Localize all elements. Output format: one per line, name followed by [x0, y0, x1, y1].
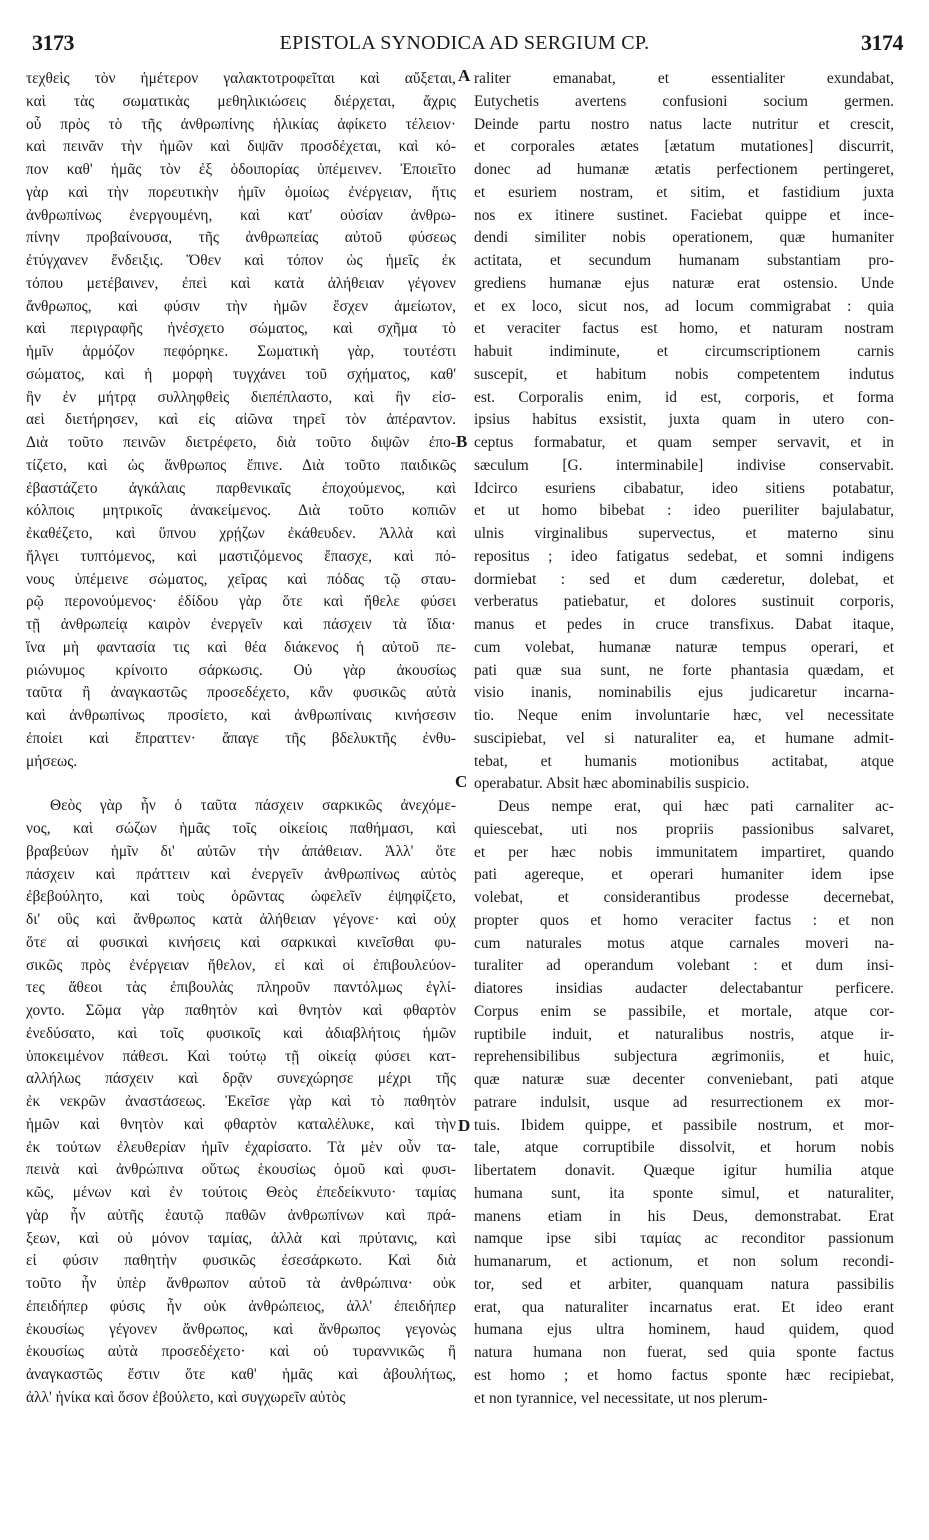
latin-text-line: natura humana non fuerat, sed quia sponte factus: [474, 1344, 894, 1361]
greek-text-line: γὰρ ἦν αὐτῆς ἑαυτῷ παθῶν ἀνθρωπίνων καὶ πρά-: [26, 1206, 456, 1224]
greek-text-line: νος, καὶ σώζων ἡμᾶς τοῖς οἰκείοις παθήμασι, καὶ: [26, 820, 456, 837]
latin-text-line: sæculum [G. interminabile] indivise conservabit.: [474, 456, 894, 474]
greek-text-line: ὑποκειμένον πάθεσι. Καὶ τούτῳ τῇ οἰκείᾳ φύσει κατ-: [26, 1047, 456, 1065]
greek-text-line: ἐτύγχανεν ἔνδειξις. Ὅθεν καὶ τόπον ὡς ἡμεῖς ἐκ: [26, 252, 456, 269]
latin-text-line: verberatus patiebatur, et dolores sustinuit corporis,: [474, 593, 894, 611]
latin-text-line: propter quos et homo veraciter factus : et non: [474, 911, 894, 929]
greek-text-line: τοῦτο ἦν ὑπὲρ ἄνθρωπον αὐτοῦ τὰ ἀνθρώπινα· οὐκ: [26, 1275, 456, 1292]
greek-text-line: ἀλλ' ἡνίκα καὶ ὅσον ἐβούλετο, καὶ συγχωρεῖν αὐτὸς: [26, 1388, 346, 1406]
greek-text-line: τόπου μετέβαινεν, ἐπεὶ καὶ κατὰ ἀλήθειαν γέγονεν: [26, 274, 456, 292]
latin-text-line: actitata, et secundum humanam substantiam pro-: [474, 252, 894, 269]
latin-text-line: et ut homo bibebat : ideo pueriliter bajulabatur,: [474, 502, 894, 520]
latin-text-line: volebat, et considerantibus prodesse decernebat,: [474, 889, 894, 906]
greek-text-line: ἄνθρωπος, καὶ φύσιν τὴν ἡμῶν ἔσχεν ἀμείωτον,: [26, 297, 456, 315]
greek-text-line: τεχθεὶς τὸν ἡμέτερον γαλακτοτροφεῖται καὶ αὔξεται,: [26, 70, 456, 87]
greek-text-line: πίνην προβαίνουσα, τῆς ἀνθρωπείας αὐτοῦ φύσεως: [26, 229, 456, 247]
greek-text-line: τίζετο, καὶ ὡς ἄνθρωπος ἔπινε. Διὰ τοῦτο παιδικῶς: [26, 456, 456, 474]
greek-text-line: ἐβαστάζετο ἀγκάλαις παρθενικαῖς ἐποχούμενος, καὶ: [26, 479, 456, 497]
latin-text-line: nos ex itinere sustinet. Faciebat quippe et ince-: [474, 206, 894, 224]
latin-text-line: ruptibile induit, et naturalibus nostris, atque ir-: [474, 1025, 894, 1043]
greek-text-line: δι' οὓς καὶ ἄνθρωπος κατὰ ἀλήθειαν γέγονε· καὶ οὐχ: [26, 911, 456, 928]
greek-text-line: βραβεύων ἡμῖν δι' αὐτῶν τὴν ἀπάθειαν. Ἀλλ' ὅτε: [26, 842, 456, 860]
greek-column: [26, 68, 456, 1410]
latin-text-line: cum naturales motus atque carnales moveri na-: [474, 934, 894, 952]
greek-text-line: ἵνα μὴ φαντασία τις καὶ θέα διάκενος ἡ αὐτοῦ πε-: [26, 638, 456, 656]
latin-text-line: pati agereque, et operari humaniter idem ipse: [474, 866, 894, 884]
latin-text-line: Deinde partu nostro natus lacte nutritur et crescit,: [474, 115, 894, 133]
latin-text-line: humanarum, et actionum, et non solum recondi-: [474, 1253, 894, 1270]
latin-text-line: dormiebat : sed et dum cæderetur, dolebat, et: [474, 570, 894, 588]
section-marker-a: A: [458, 66, 471, 85]
column-number-right: 3174: [861, 30, 903, 55]
latin-text-line: turaliter ad operandum volebant : et dum insi-: [474, 957, 894, 975]
greek-text-line: χοντο. Σῶμα γὰρ παθητὸν καὶ θνητὸν καὶ φθαρτὸν: [26, 1002, 456, 1019]
latin-text-line: visio inanis, nominabilis ejus judicaretur incarna-: [474, 684, 894, 702]
latin-text-line: libertatem donavit. Quæque igitur humilia atque: [474, 1162, 894, 1179]
latin-text-line: et ex loco, sicut nos, ad locum commigrabat : quia: [474, 297, 894, 315]
latin-text-line: quiescebat, uti nos propriis passionibus salvaret,: [474, 820, 894, 838]
greek-text-line: ταῦτα ἢ ἀναγκαστῶς προσεδέχετο, κἂν φυσικῶς αὐτὰ: [26, 684, 456, 702]
latin-text-line: et esuriem nostram, et sitim, et fastidium juxta: [474, 183, 894, 201]
latin-text-line: erat, qua naturaliter incarnatus erat. Et ideo erant: [474, 1298, 894, 1316]
column-number-left: 3173: [32, 30, 74, 55]
latin-text-line: Corpus enim se passibile, et mortale, atque cor-: [474, 1002, 894, 1020]
latin-text-line: habuit indiminute, et circumscriptionem carnis: [474, 343, 894, 360]
greek-text-line: Διὰ τοῦτο πεινῶν διετρέφετο, διὰ τοῦτο διψῶν ἐπο-: [26, 434, 456, 451]
greek-text-line: πον καθ' ἡμᾶς τὸν ἐξ ὁδοιπορίας ὑπέμεινεν. Ἐποιεῖτο: [26, 161, 456, 178]
latin-text-line: tuis. Ibidem quippe, et passibile nostrum, et mor-: [474, 1116, 894, 1134]
latin-text-line: Idcirco esuriens cibabatur, ideo sitiens potabatur,: [474, 479, 894, 497]
latin-text-line: ulnis virginalibus supervectus, et materno sinu: [474, 525, 894, 542]
greek-text-line: ἑκουσίως γέγονεν ἄνθρωπος, καὶ ἄνθρωπος γεγονὼς: [26, 1320, 456, 1338]
greek-text-line: ἡμῶν καὶ θνητὸν καὶ φθαρτὸν καταλέλυκε, καὶ τὴν: [26, 1115, 456, 1133]
greek-text-line: ἣν ἐν μήτρᾳ συλληφθεὶς διεπέπλαστο, καὶ ἣν εἰσ-: [26, 388, 456, 406]
greek-text-line: τες ἄθεοι τὰς ἐπιβουλὰς πληροῦν παντόλμως ἐγλί-: [26, 979, 456, 997]
latin-text-line: namque ipse sibi ταμίας ac reconditor passionum: [474, 1230, 894, 1248]
latin-text-line: est homo ; et homo factus sponte hæc recipiebat,: [474, 1366, 894, 1384]
greek-text-line: καὶ ἀνθρωπίνως προσίετο, καὶ ἀνθρωπίναις κινήσεσιν: [26, 707, 456, 724]
latin-text-line: et veraciter factus est homo, et naturam nostram: [474, 320, 894, 338]
latin-text-line: raliter emanabat, et essentialiter exundabat,: [474, 70, 894, 87]
latin-text-line: et non tyrannice, vel necessitate, ut nos plerum-: [474, 1389, 768, 1407]
latin-text-line: dendi similiter nobis operationem, quæ humaniter: [474, 229, 894, 247]
greek-text-line: σικῶς πρὸς ἐνέργειαν ἤθελον, εἰ καὶ οἱ ἐπιβουλεύον-: [26, 956, 456, 974]
greek-text-line: καὶ τὰς σωματικὰς μεθηλικιώσεις διέρχεται, ἄχρις: [26, 92, 456, 110]
latin-text-line: pati quæ sua sunt, ne forte phantasia quædam, et: [474, 661, 894, 679]
greek-text-line: ρῷ περονούμενος· ἐδίδου γὰρ ὅτε καὶ ἤθελε φύσει: [26, 593, 456, 611]
latin-text-line: donec ad humanæ ætatis perfectionem pertingeret,: [474, 161, 894, 178]
latin-text-line: et per hæc nobis immunitatem impartiret, quando: [474, 843, 894, 861]
greek-text-line: εἰ φύσιν παθητὴν φυσικῶς ἐσεσάρκωτο. Καὶ διὰ: [26, 1252, 456, 1270]
section-marker-c: C: [455, 772, 468, 791]
greek-text-line: ἐπειδήπερ φύσις ἦν οὐκ ἀνθρώπειος, ἀλλ' ἐπειδήπερ: [26, 1297, 456, 1315]
latin-text-line: tebat, et humanis motionibus actitabat, atque: [474, 752, 894, 770]
latin-text-line: ceptus formabatur, et quam semper servavit, et in: [474, 434, 894, 451]
greek-text-line: ἀναγκαστῶς ἔστιν ὅτε καθ' ἡμᾶς καὶ ἀβουλήτως,: [26, 1366, 456, 1383]
greek-text-line: ἐποίει καὶ ἔπραττεν· ἄπαγε τῆς βδελυκτῆς ἐνθυ-: [26, 729, 456, 747]
latin-text-line: tio. Neque enim involuntarie hæc, vel necessitate: [474, 707, 894, 724]
latin-text-line: cum volebat, humanæ naturæ tempus operari, et: [474, 638, 894, 656]
running-title: EPISTOLA SYNODICA AD SERGIUM CP.: [279, 32, 650, 54]
latin-text-line: humana ejus ultra hominem, haud quidem, quod: [474, 1321, 894, 1339]
latin-text-line: tor, sed et arbiter, quanquam natura passibilis: [474, 1275, 894, 1293]
latin-text-line: repositus ; ideo fatigatus sedebat, et somni indigens: [474, 547, 894, 565]
greek-text-line: ἀνθρωπίνως ἐνεργουμένη, καὶ κατ' οὐσίαν ἀνθρω-: [26, 206, 456, 224]
latin-text-line: tale, atque corruptibile dissolvit, et horum nobis: [474, 1139, 894, 1157]
greek-text-line: ἐβεβούλητο, καὶ τοὺς ὁρῶντας ὠφελεῖν ἐψηφίζετο,: [26, 888, 456, 906]
latin-text-line: Deus nempe erat, qui hæc pati carnaliter ac-: [498, 798, 894, 815]
latin-text-line: et corporales ætates [ætatum mutationes] discurrit,: [474, 138, 894, 156]
latin-column: [474, 68, 894, 1410]
latin-text-line: humana sunt, ita sponte simul, et naturaliter,: [474, 1184, 894, 1202]
greek-text-line: ὅτε αἱ φυσικαὶ κινήσεις καὶ σαρκικαὶ κινεῖσθαι φυ-: [26, 933, 456, 951]
latin-text-line: ipsius habitus exsistit, juxta quam in utero con-: [474, 411, 894, 429]
greek-text-line: γὰρ καὶ τὴν πορευτικὴν ἡμῖν ὁμοίως ἐνέργειαν, ἥτις: [26, 183, 456, 201]
greek-text-line: πεινὰ καὶ ἀνθρώπινα οὕτως ἑκουσίως ὁμοῦ καὶ φυσι-: [26, 1161, 456, 1179]
latin-text-line: quæ naturæ suæ decenter conveniebant, pati atque: [474, 1071, 894, 1088]
latin-text-line: manus et pedes in cruce transfixus. Dabat itaque,: [474, 616, 894, 633]
greek-text-line: ἡμῖν ἁρμόζον πεφόρηκε. Σωματικὴ γὰρ, τουτέστι: [26, 343, 456, 360]
greek-text-line: οὗ πρὸς τὸ τῆς ἀνθρωπίνης ἡλικίας ἀφίκετο τέλειον·: [26, 115, 456, 133]
latin-text-line: est. Corporalis enim, id est, corporis, et forma: [474, 388, 894, 406]
latin-text-line: suscipiebat, vel si naturaliter ea, et humane admit-: [474, 729, 894, 747]
greek-text-line: ριώνυμος κρίνοιτο σάρκωσις. Οὐ γὰρ ἀκουσίως: [26, 661, 456, 679]
latin-text-line: Eutychetis avertens confusioni socium germen.: [474, 92, 894, 110]
greek-text-line: κῶς, μένων καὶ ἐν τούτοις Θεὸς ἐπεδείκνυτο· ταμίας: [26, 1184, 456, 1201]
greek-text-line: καὶ περιγραφῆς ἠνέσχετο σώματος, καὶ σχῆμα τὸ: [26, 320, 456, 338]
greek-text-line: ξεων, καὶ οὐ μόνον ταμίας, ἀλλὰ καὶ πρύτανις, καὶ: [26, 1229, 456, 1247]
greek-text-line: νους ὑπέμεινε σώματος, χεῖρας καὶ πόδας τῷ σταυ-: [26, 570, 456, 588]
greek-text-line: ἐνεδύσατο, καὶ τοῖς φυσικοῖς καὶ ἀδιαβλήτοις ἡμῶν: [26, 1024, 456, 1042]
greek-text-line: ἐκαθέζετο, καὶ ὕπνου χρῄζων ἐκάθευδεν. Ἀλλὰ καὶ: [26, 525, 456, 542]
greek-text-line: καὶ πεινᾶν τὴν ἡμῶν καὶ διψᾶν προσδέχεται, καὶ κό-: [26, 138, 456, 156]
latin-text-line: grediens humanæ ejus naturæ erat ostensio. Unde: [474, 274, 894, 292]
latin-text-line: suscepit, et habitum nobis competentem indutus: [474, 365, 894, 383]
section-marker-b: B: [456, 432, 468, 451]
latin-text-line: reprehensibilibus subjectura ægrimoniis, et huic,: [474, 1048, 894, 1066]
greek-text-line: ἐκ τούτων ἐλευθερίαν ἡμῖν ἐχαρίσατο. Τὰ μὲν οὖν τα-: [26, 1138, 456, 1156]
latin-text-line: operabatur. Absit hæc abominabilis suspicio.: [474, 775, 750, 793]
greek-text-line: πάσχειν καὶ πράττειν καὶ ἐνεργεῖν ἀνθρωπίνως αὐτὸς: [26, 865, 456, 883]
greek-text-line: αεὶ διετήρησεν, καὶ εἰς αἰῶνα τηρεῖ τὸν ἀπέραντον.: [26, 411, 456, 429]
greek-text-line: ἤλγει τυπτόμενος, καὶ μαστιζόμενος ἔπασχε, καὶ πό-: [26, 547, 456, 565]
running-header: [26, 30, 903, 64]
section-marker-d: D: [458, 1116, 471, 1135]
greek-text-line: Θεὸς γὰρ ἦν ὁ ταῦτα πάσχειν σαρκικῶς ἀνεχόμε-: [50, 797, 456, 815]
greek-text-line: ἑκουσίως αὐτὰ προσεδέχετο· καὶ οὐ τυραννικῶς ἢ: [26, 1343, 456, 1361]
greek-text-line: ἐκ νεκρῶν ἀναστάσεως. Ἐκεῖσε γὰρ καὶ τὸ παθητὸν: [26, 1093, 456, 1110]
latin-text-line: diatores insidias audacter delectabantur perficere.: [474, 980, 894, 997]
latin-text-line: patrare indulsit, usque ad resurrectionem ex mor-: [474, 1093, 894, 1111]
latin-text-line: manens etiam in his Deus, demonstrabat. Erat: [474, 1207, 894, 1225]
greek-text-line: κόλποις μητρικοῖς ἀνακείμενος. Διὰ τοῦτο κοπιῶν: [26, 502, 456, 520]
greek-text-line: μήσεως.: [26, 752, 78, 770]
greek-text-line: αλλήλως πάσχειν καὶ δρᾷν συνεχώρησε μέχρι τῆς: [26, 1070, 456, 1088]
greek-text-line: σώματος, καὶ ἡ μορφὴ τυγχάνει τοῦ σχήματος, καθ': [26, 365, 456, 383]
greek-text-line: τῇ ἀνθρωπείᾳ καιρὸν ἐνεργεῖν καὶ πάσχειν τὰ ἴδια·: [26, 616, 456, 633]
